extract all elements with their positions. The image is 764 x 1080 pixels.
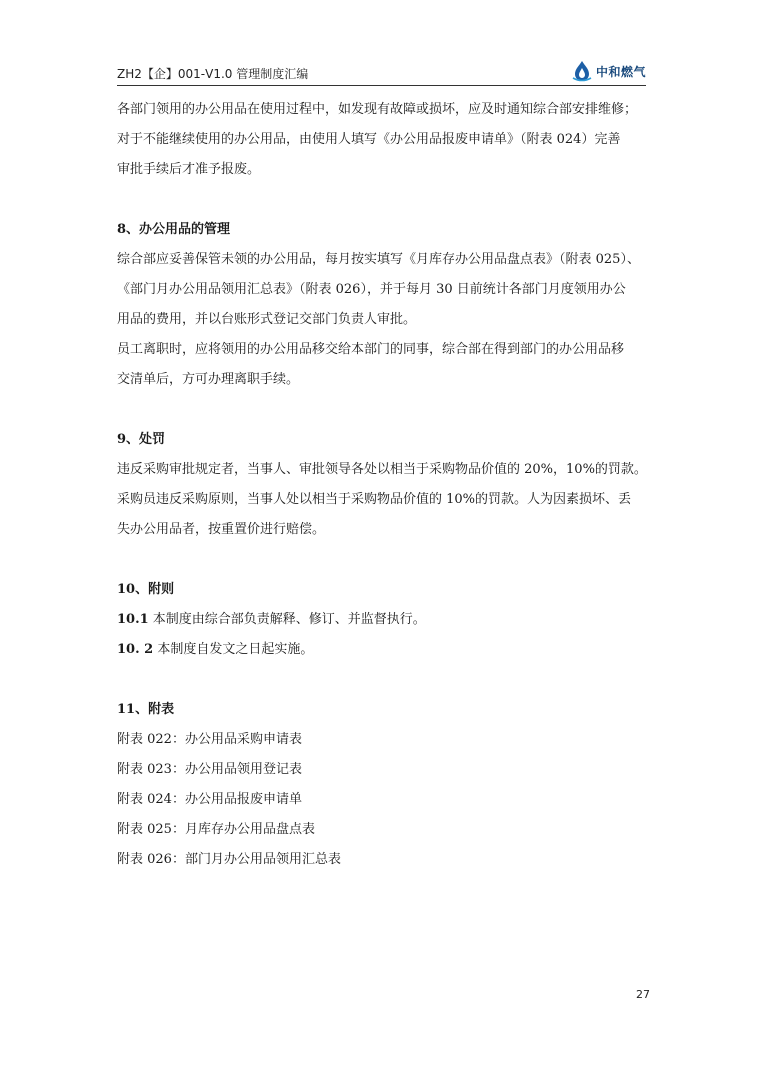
paragraph-line: 综合部应妥善保管未领的办公用品，每月按实填写《月库存办公用品盘点表》（附表 025）、 [117,252,640,267]
clause-text: 本制度自发文之日起实施。 [153,642,314,657]
paragraph-line: 用品的费用，并以台账形式登记交部门负责人审批。 [117,312,417,327]
section-8-heading: 8、办公用品的管理 [117,222,231,237]
document-code: ZH2【企】001-V1.0 管理制度汇编 [117,67,309,81]
paragraph-line: 审批手续后才准予报废。 [117,162,261,177]
paragraph-line: 交清单后，方可办理离职手续。 [117,372,300,387]
appendix-item: 附表 022：办公用品采购申请表 [117,732,302,747]
company-logo [570,58,646,84]
document-body [117,95,645,875]
paragraph-line: 员工离职时，应将领用的办公用品移交给本部门的同事，综合部在得到部门的办公用品移 [117,342,625,357]
paragraph-line: 失办公用品者，按重置价进行赔偿。 [117,522,326,537]
appendix-item: 附表 026：部门月办公用品领用汇总表 [117,852,341,867]
paragraph-line: 各部门领用的办公用品在使用过程中，如发现有故障或损坏，应及时通知综合部安排维修； [117,102,638,117]
page-header [117,58,644,86]
spacer [117,665,645,695]
paragraph-line: 违反采购审批规定者，当事人、审批领导各处以相当于采购物品价值的 20%，10%的罚款。 [117,462,647,477]
paragraph-line: 《部门月办公用品领用汇总表》（附表 026），并于每月 30 日前统计各部门月度领用办公 [117,282,626,297]
logo-wordmark: 中和燃气 [595,64,646,79]
spacer [117,545,645,575]
section-9-heading: 9、处罚 [117,432,166,447]
section-10-heading: 10、附则 [117,582,175,597]
clause-number: 10.1 [117,612,149,627]
clause-10-1 [117,605,645,635]
flame-drop-icon [570,59,594,83]
section-11-heading: 11、附表 [117,702,175,717]
appendix-item: 附表 025：月库存办公用品盘点表 [117,822,315,837]
header-divider [117,85,646,86]
clause-10-2 [117,635,645,665]
clause-text: 本制度由综合部负责解释、修订、并监督执行。 [148,612,426,627]
paragraph-line: 对于不能继续使用的办公用品，由使用人填写《办公用品报废申请单》（附表 024）完善 [117,132,621,147]
appendix-item: 附表 024：办公用品报废申请单 [117,792,302,807]
appendix-item: 附表 023：办公用品领用登记表 [117,762,302,777]
paragraph-line: 采购员违反采购原则，当事人处以相当于采购物品价值的 10%的罚款。人为因素损坏、丢 [117,492,632,507]
page-number: 27 [636,988,650,1001]
clause-number: 10. 2 [117,642,154,657]
spacer [117,395,645,425]
spacer [117,185,645,215]
